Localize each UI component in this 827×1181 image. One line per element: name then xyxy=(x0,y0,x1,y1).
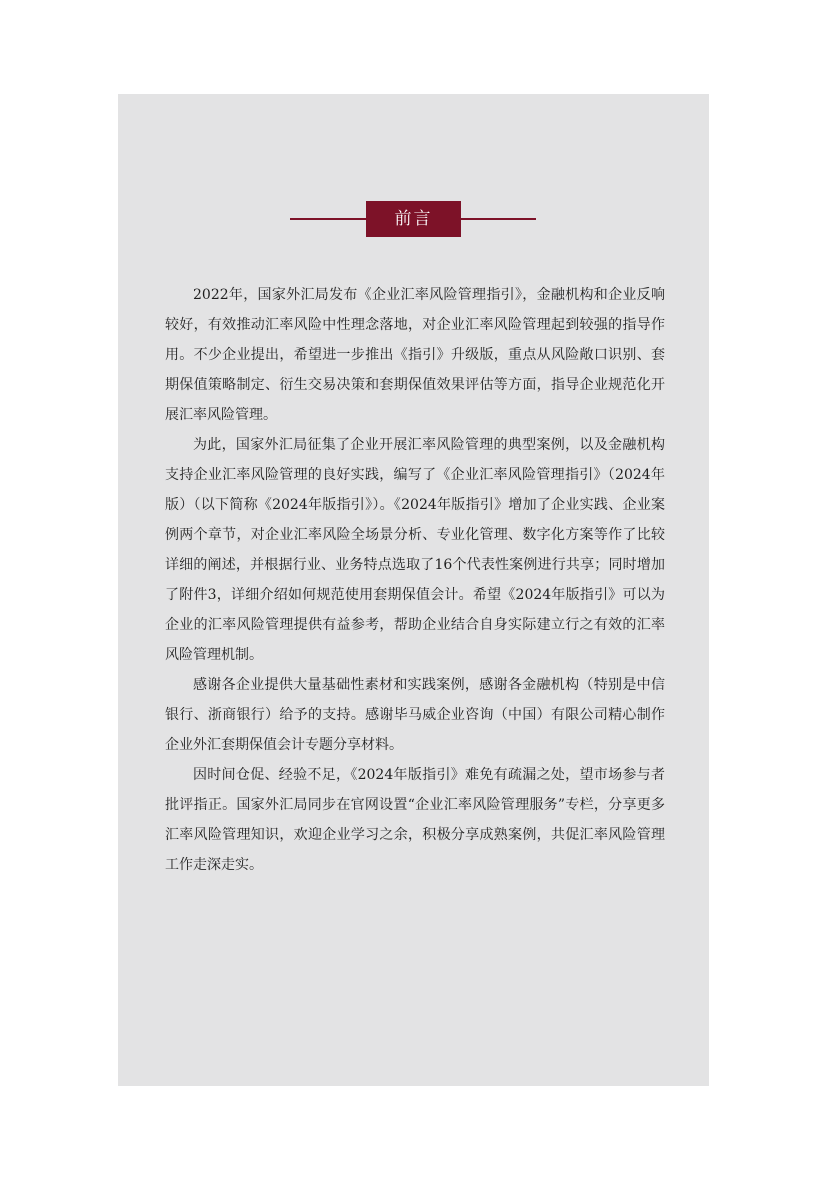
heading-title: 前言 xyxy=(366,201,461,237)
preface-panel xyxy=(118,94,709,1086)
paragraph-4: 因时间仓促、经验不足，《2024年版指引》难免有疏漏之处，望市场参与者批评指正。国家外汇局同步在官网设置“企业汇率风险管理服务”专栏，分享更多汇率风险管理知识，欢迎企业学习之余，积极分享成熟案例，共促汇率风险管理工作走深走实。 xyxy=(165,767,665,873)
paragraph-3: 感谢各企业提供大量基础性素材和实践案例，感谢各金融机构（特别是中信银行、浙商银行）给予的支持。感谢毕马威企业咨询（中国）有限公司精心制作企业外汇套期保值会计专题分享材料。 xyxy=(165,677,665,753)
section-heading xyxy=(290,201,536,237)
paragraph-1: 2022年，国家外汇局发布《企业汇率风险管理指引》，金融机构和企业反响较好，有效推动汇率风险中性理念落地，对企业汇率风险管理起到较强的指导作用。不少企业提出，希望进一步推出《指引》升级版，重点从风险敞口识别、套期保值策略制定、衍生交易决策和套期保值效果评估等方面，指导企业规范化开展汇率风险管理。 xyxy=(165,287,665,423)
preface-body xyxy=(165,280,665,880)
paragraph-2: 为此，国家外汇局征集了企业开展汇率风险管理的典型案例，以及金融机构支持企业汇率风险管理的良好实践，编写了《企业汇率风险管理指引》（2024年版）（以下简称《2024年版指引》）。《2024年版指引》增加了企业实践、企业案例两个章节，对企业汇率风险全场景分析、专业化管理、数字化方案等作了比较详细的阐述，并根据行业、业务特点选取了16个代表性案例进行共享；同时增加了附件3，详细介绍如何规范使用套期保值会计。希望《2024年版指引》可以为企业的汇率风险管理提供有益参考，帮助企业结合自身实际建立行之有效的汇率风险管理机制。 xyxy=(165,437,665,663)
heading-rule-right xyxy=(454,218,536,220)
heading-rule-left xyxy=(290,218,370,220)
